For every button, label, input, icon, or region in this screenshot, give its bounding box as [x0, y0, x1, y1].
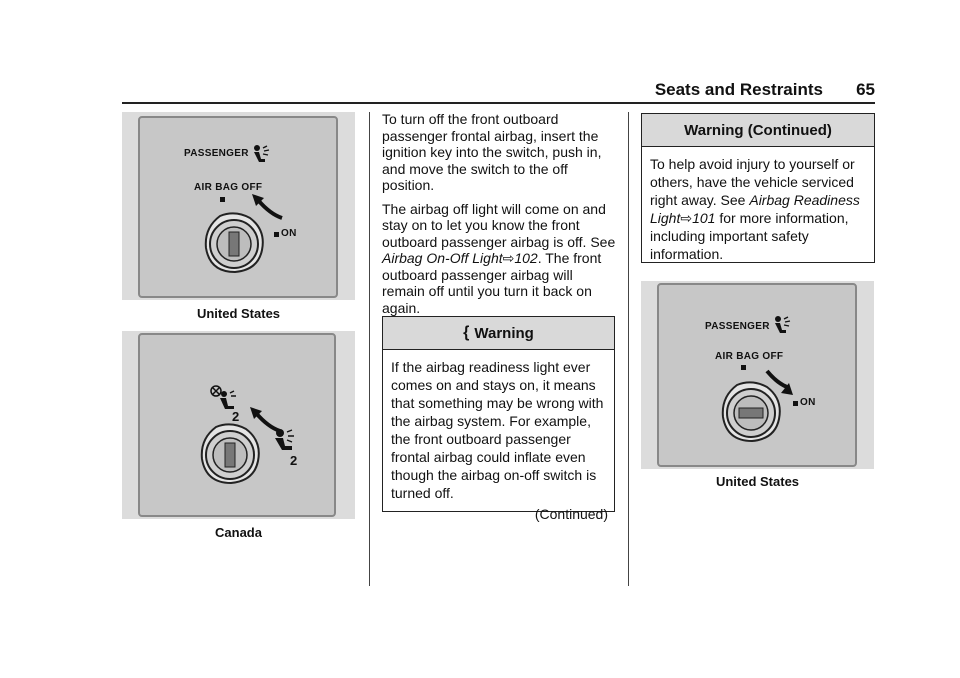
- passenger-seat-icon: [250, 144, 272, 166]
- passenger-label: PASSENGER: [184, 148, 249, 159]
- figure-caption-us: United States: [196, 306, 281, 321]
- passenger-seat-icon: [771, 315, 793, 337]
- figure-us-switch-on: [641, 281, 874, 469]
- on-label: ON: [800, 397, 816, 408]
- on-indicator-dot: [793, 401, 798, 406]
- airbag-off-label: AIR BAG OFF: [194, 182, 263, 193]
- warning-header: [383, 317, 614, 350]
- switch-panel: [657, 283, 857, 467]
- column-divider-right: [628, 112, 629, 586]
- passenger-label: PASSENGER: [705, 321, 770, 332]
- warning-icon: {: [463, 324, 470, 341]
- warning-continued: (Continued): [534, 506, 608, 522]
- off-indicator-dot: [220, 197, 225, 202]
- warning-text: If the airbag readiness light ever comes on and stays on, it means that something may be wrong with the airbag system. For example, the front outboard passenger frontal airbag could inflate even though the airbag on-off switch is turned off.: [391, 359, 604, 501]
- switch-panel: [138, 116, 338, 298]
- page-ref-icon: ⇨: [680, 210, 693, 226]
- figure-us-switch: [122, 112, 355, 300]
- xref-airbag-readiness-light[interactable]: Airbag Readiness Light: [650, 192, 860, 226]
- on-indicator-dot: [274, 232, 279, 237]
- paragraph-turn-off: To turn off the front outboard passenger frontal airbag, insert the ignition key into the switch, push in, and move the switch to the off position.: [382, 111, 602, 193]
- seat-number-b: 2: [290, 453, 298, 468]
- header-rule: [122, 102, 875, 104]
- running-header: [122, 80, 875, 102]
- warning-continued-title: Warning (Continued): [684, 121, 832, 139]
- switch-panel: [138, 333, 336, 517]
- warning-title: Warning: [474, 324, 534, 342]
- airbag-on-icon: [270, 427, 298, 455]
- xref-airbag-on-off-light[interactable]: Airbag On-Off Light: [382, 250, 503, 266]
- off-indicator-dot: [741, 365, 746, 370]
- body-text-column: [382, 111, 618, 323]
- warning-continued-header: [642, 114, 874, 147]
- warning-continued-box: [641, 113, 875, 263]
- xref-page-101[interactable]: 101: [692, 210, 716, 226]
- on-label: ON: [281, 228, 297, 239]
- column-divider-left: [369, 112, 370, 586]
- airbag-off-label: AIR BAG OFF: [715, 351, 784, 362]
- seat-number-a: 2: [232, 409, 240, 424]
- figure-caption-canada: Canada: [215, 525, 262, 540]
- page-number: 65: [856, 80, 875, 99]
- key-switch-icon[interactable]: [196, 419, 266, 489]
- paragraph-airbag-off-light: The airbag off light will come on and stay on to let you know the front outboard passenger airbag is off. See Airbag On-Off Light⇨102. The front outboard passenger airbag will remain off until you turn it back on again.: [382, 200, 616, 316]
- key-switch-icon[interactable]: [200, 208, 270, 278]
- figure-canada-switch: [122, 331, 355, 519]
- xref-page-102[interactable]: 102: [514, 250, 538, 266]
- warning-continued-text: To help avoid injury to yourself or others, have the vehicle serviced right away. See Airbag Readiness Light⇨101 for more information, including important safety information.: [650, 156, 860, 262]
- warning-box: [382, 316, 615, 522]
- key-switch-icon[interactable]: [717, 377, 787, 447]
- section-title: Seats and Restraints: [654, 80, 823, 99]
- figure-caption-us-2: United States: [715, 474, 800, 489]
- page-ref-icon: ⇨: [502, 250, 515, 266]
